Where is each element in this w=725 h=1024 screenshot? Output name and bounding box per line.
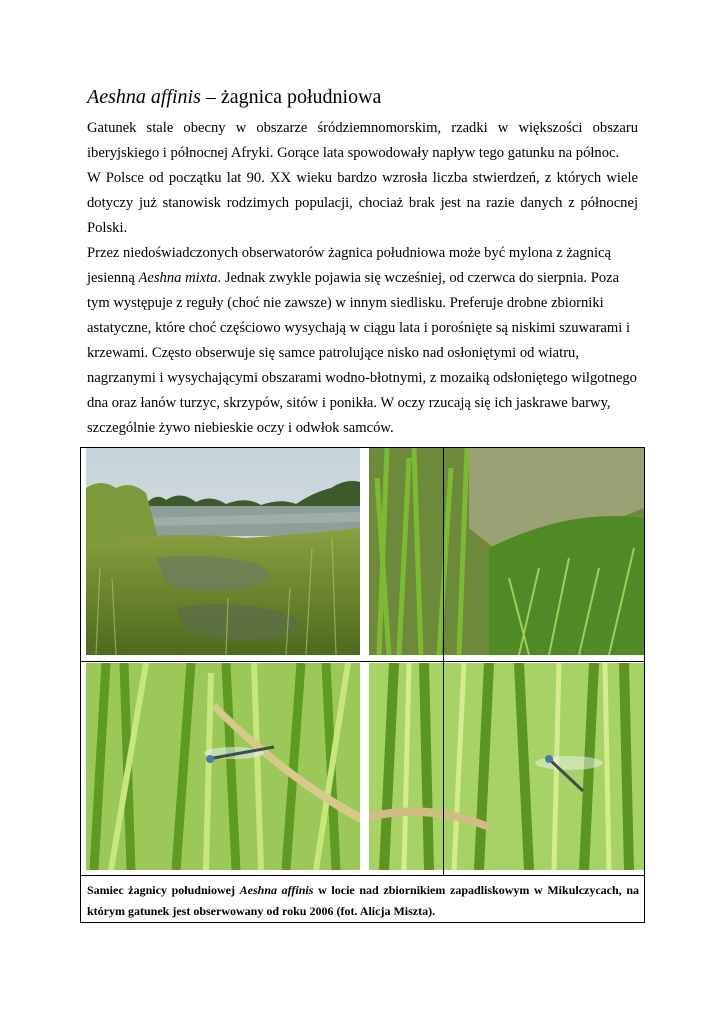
photo-pond-landscape bbox=[86, 448, 360, 655]
title-latin-name: Aeshna affinis bbox=[87, 86, 201, 108]
photo-reeds-grass bbox=[369, 448, 644, 655]
caption-species-name: Aeshna affinis bbox=[239, 883, 314, 897]
figure-caption bbox=[87, 880, 639, 922]
title-polish-name: – żagnica południowa bbox=[200, 86, 382, 108]
table-divider-horizontal-1 bbox=[81, 661, 644, 662]
paragraph-identification-part1: Przez niedoświadczonych obserwatorów żagnica południowa może być mylona z żagnicą jesienną bbox=[87, 245, 611, 286]
photo-dragonfly-reeds-1 bbox=[86, 663, 360, 870]
species-name-aeshna-mixta: Aeshna mixta bbox=[138, 270, 218, 286]
paragraph-poland: W Polsce od początku lat 90. XX wieku bardzo wzrosła liczba stwierdzeń, z których wiele dotyczy już stanowisk rodzimych populacji, chociaż brak jest na razie danych z północnej Polski. bbox=[87, 170, 638, 236]
caption-part1: Samiec żagnicy południowej bbox=[87, 883, 240, 897]
photo-dragonfly-reeds-2 bbox=[369, 663, 644, 870]
paragraph-identification-part2: . Jednak zwykle pojawia się wcześniej, od czerwca do sierpnia. Poza tym występuje z reguły (choć nie zawsze) w innym siedlisku. Preferuje drobne zbiorniki astatyczne, które choć częściowo wysychają w ciągu lata i porośnięte są niskimi szuwarami i krzewami. Często obserwuje się samce patrolujące nisko nad osłoniętymi od wiatru, nagrzanymi i wysychającymi obszarami wodno-błotnymi, z mozaiką odsłoniętego wilgotnego dna oraz łanów turzyc, skrzypów, sitów i ponikła. W oczy rzucają się ich jaskrawe barwy, szczególnie żywo niebieskie oczy i odwłok samców. bbox=[87, 270, 637, 436]
paragraph-distribution: Gatunek stale obecny w obszarze śródziemnomorskim, rzadki w większości obszaru iberyjskiego i północnej Afryki. Gorące lata spowodowały napływ tego gatunku na północ. bbox=[87, 120, 638, 161]
paragraph-identification bbox=[87, 241, 638, 441]
article-body bbox=[87, 116, 638, 441]
photo-figure-table bbox=[80, 447, 645, 923]
caption-part2: w locie nad zbiornikiem zapadliskowym w Mikulczycach, na którym gatunek jest obserwowany od roku 2006 (fot. Alicja Miszta). bbox=[87, 883, 640, 918]
table-divider-horizontal-2 bbox=[81, 875, 644, 876]
article-title bbox=[87, 84, 381, 110]
